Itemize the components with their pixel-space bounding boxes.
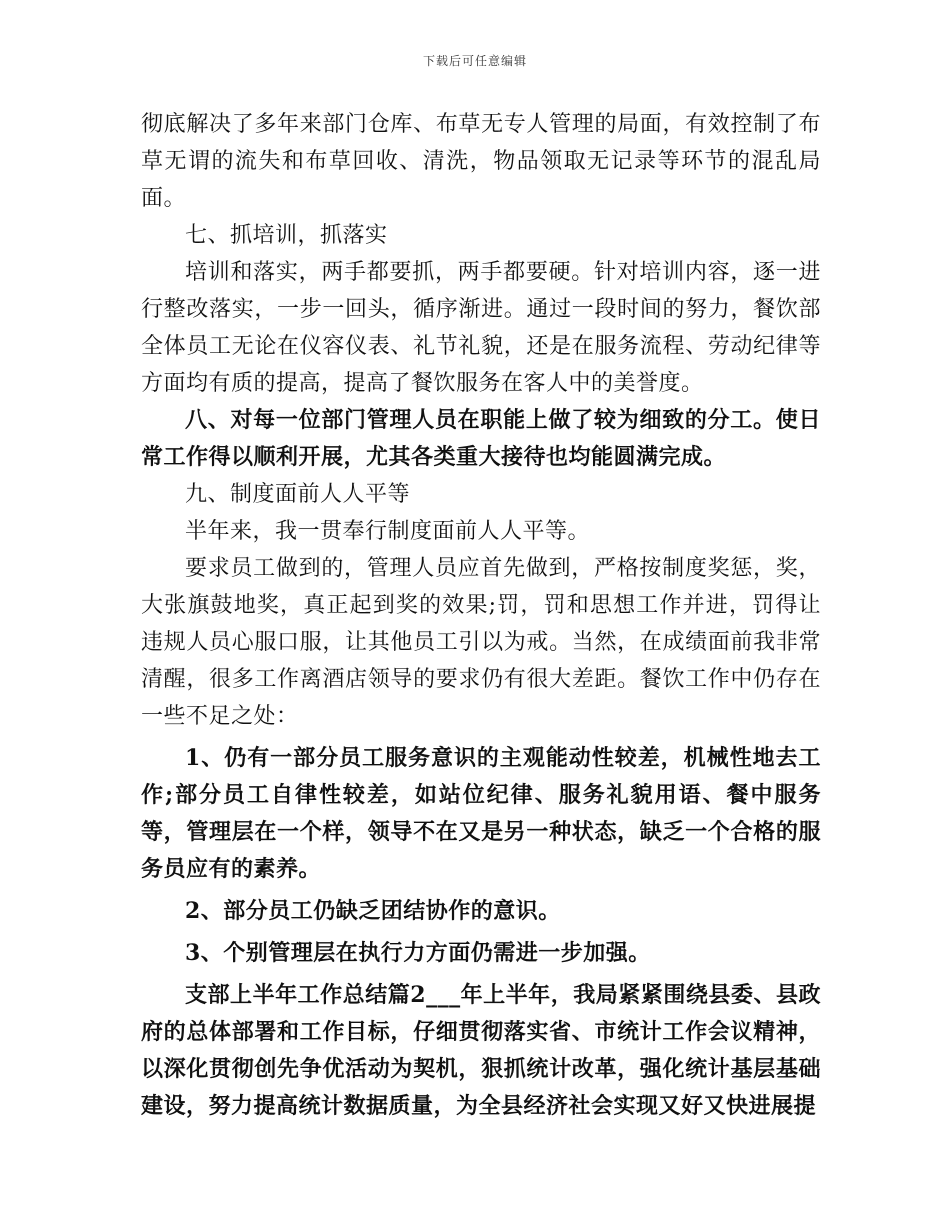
page-header-note: 下载后可任意编辑 — [422, 54, 527, 68]
paragraph-continuation: 彻底解决了多年来部门仓库、布草无专人管理的局面，有效控制了布草无谓的流失和布草回收、清洗，物品领取无记录等环节的混乱局面。 — [141, 112, 821, 211]
list-item-3: 3、个别管理层在执行力方面仍需进一步加强。 — [185, 940, 651, 966]
list-item-1: 1、仍有一部分员工服务意识的主观能动性较差，机械性地去工作;部分员工自律性较差，如站位纪律、服务礼貌用语、餐中服务等，管理层在一个样，领导不在又是另一种状态，缺乏一个合格的服务员应有的素养。 — [141, 745, 821, 882]
paragraph-training: 培训和落实，两手都要抓，两手都要硬。针对培训内容，逐一进行整改落实，一步一回头，循序渐进。通过一段时间的努力，餐饮部全体员工无论在仪容仪表、礼节礼貌，还是在服务流程、劳动纪律等方面均有质的提高，提高了餐饮服务在客人中的美誉度。 — [141, 260, 821, 396]
paragraph-equality-detail: 要求员工做到的，管理人员应首先做到，严格按制度奖惩，奖，大张旗鼓地奖，真正起到奖的效果;罚，罚和思想工作并进，罚得让违规人员心服口服，让其他员工引以为戒。当然，在成绩面前我非常清醒，很多工作离酒店领导的要求仍有很大差距。餐饮工作中仍存在一些不足之处： — [141, 556, 821, 729]
section-heading-training: 七、抓培训，抓落实 — [185, 223, 388, 248]
section-heading-division-of-labor: 八、对每一位部门管理人员在职能上做了较为细致的分工。使日常工作得以顺利开展，尤其各类重大接待也均能圆满完成。 — [141, 407, 821, 470]
document-body — [141, 106, 821, 1125]
paragraph-equality-intro: 半年来，我一贯奉行制度面前人人平等。 — [185, 519, 591, 544]
list-item-2: 2、部分员工仍缺乏团结协作的意识。 — [185, 898, 561, 924]
section-heading-equality: 九、制度面前人人平等 — [185, 482, 411, 507]
paragraph-summary-part2: 支部上半年工作总结篇2___年上半年，我局紧紧围绕县委、县政府的总体部署和工作目标，仔细贯彻落实省、市统计工作会议精神，以深化贯彻创先争优活动为契机，狠抓统计改革，强化统计基层基础建设，努力提高统计数据质量，为全县经济社会实现又好又快进展提 — [141, 982, 821, 1119]
